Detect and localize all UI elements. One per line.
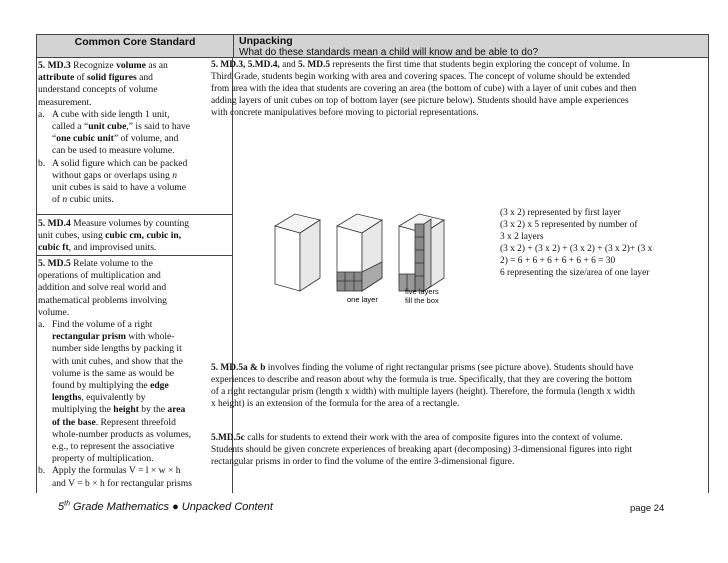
figure-explanation xyxy=(500,208,680,279)
standard-code: 5. MD.5 xyxy=(38,258,71,269)
text: , equivalently by xyxy=(81,392,146,404)
text: 5 xyxy=(58,500,65,513)
fig-label-five-layers xyxy=(405,288,439,305)
text: Students should be given concrete experiences of breaking apart (decomposing) 3-dimensional figures into right xyxy=(211,444,632,455)
five-layers-box xyxy=(399,214,444,291)
row-divider xyxy=(36,255,233,256)
term: height xyxy=(113,404,139,416)
text: number side lengths by packing it xyxy=(52,343,182,355)
text: 3 x 2 layers xyxy=(500,231,544,242)
text: property of multiplication. xyxy=(52,453,154,465)
header-unpacking-cell xyxy=(233,34,709,58)
one-layer-box xyxy=(337,214,382,291)
text: ” of volume, and xyxy=(113,133,179,145)
text: and xyxy=(136,72,153,84)
term: area xyxy=(167,404,186,416)
text: ,” is said to have xyxy=(126,121,191,133)
text: operations of multiplication and xyxy=(38,270,161,282)
text: (3 x 2) represented by first layer xyxy=(500,208,621,218)
term: unit cube xyxy=(88,121,127,133)
text: by the xyxy=(138,404,168,416)
standard-code: 5. MD.4 xyxy=(38,218,71,229)
text: multiplying the xyxy=(52,404,114,416)
list-item xyxy=(38,158,210,207)
term: attribute xyxy=(38,72,75,84)
text: represents the first time that students begin exploring the concept of volume. In xyxy=(330,60,630,70)
list-item xyxy=(38,465,210,489)
text: A solid figure which can be packed xyxy=(52,157,188,169)
header-standard-title: Common Core Standard xyxy=(74,36,196,48)
header-unpacking-title: Unpacking xyxy=(239,35,293,47)
text: with unit cubes, and show that the xyxy=(52,355,183,367)
text: found by multiplying the xyxy=(52,380,151,392)
text: cubic units. xyxy=(67,194,114,206)
standard-md5 xyxy=(38,258,210,490)
unpacking-paragraph-1 xyxy=(211,60,677,120)
text: can be used to measure volume. xyxy=(52,145,175,157)
text: of xyxy=(74,72,88,84)
text: unit cubes is said to have a volume xyxy=(52,182,187,194)
text: addition and solve real world and xyxy=(38,282,167,294)
text: with whole- xyxy=(126,331,175,343)
unpacking-paragraph-3 xyxy=(211,433,677,469)
text: without gaps or overlaps using xyxy=(52,169,173,181)
term: cubic ft xyxy=(38,242,69,254)
term: lengths xyxy=(52,392,82,404)
text: whole-number products as volumes, xyxy=(52,428,192,440)
page-footer xyxy=(58,500,273,513)
term: edge xyxy=(150,380,169,392)
text: fill the box xyxy=(405,295,439,305)
text: adding layers of unit cubes on top of bottom layer (see picture below). Students should have ample experiences xyxy=(211,95,629,106)
fig-label-one-layer: one layer xyxy=(347,295,378,304)
text: th xyxy=(64,500,70,507)
text: 6 representing the size/area of one layer xyxy=(500,267,650,278)
text: of xyxy=(52,194,63,206)
text: (3 x 2) x 5 represented by number of xyxy=(500,219,638,230)
text: e.g., to represent the associative xyxy=(52,441,175,453)
text: volume is the same as would be xyxy=(52,367,175,379)
text: Apply the formulas V = l × w × h xyxy=(52,465,181,477)
term: one cubic unit xyxy=(56,133,114,145)
unpacking-paragraph-2 xyxy=(211,363,677,411)
row-divider xyxy=(36,214,233,215)
header-unpacking-subtitle: What do these standards mean a child will know and be able to do? xyxy=(239,47,539,58)
text: understand concepts of volume xyxy=(38,84,158,96)
text: Third Grade, students begin working with area and covering spaces. The concept of volume should be extended xyxy=(211,71,630,82)
text: “ xyxy=(52,133,57,145)
standard-code: 5. MD.3 xyxy=(38,60,71,71)
text: called a “ xyxy=(52,121,89,133)
text: , and improvised units. xyxy=(68,242,157,254)
text: unit cubes, using xyxy=(38,230,106,242)
list-item xyxy=(38,109,210,158)
list-marker: a. xyxy=(38,108,45,120)
text: calls for students to extend their work with the area of composite figures into the context of volume. xyxy=(244,433,623,443)
text: and V = b × h for rectangular prisms xyxy=(52,477,192,489)
list-item xyxy=(38,319,210,465)
term: of the base xyxy=(52,416,96,428)
text: and xyxy=(279,60,298,70)
text: with concrete manipulatives before moving to pictorial representations. xyxy=(211,107,479,118)
term: rectangular prism xyxy=(52,331,126,343)
term: solid figures xyxy=(87,72,137,84)
standard-md4 xyxy=(38,218,210,255)
text: volume. xyxy=(38,306,70,318)
list-marker: b. xyxy=(38,465,46,477)
text: (3 x 2) + (3 x 2) + (3 x 2) + (3 x 2)+ (3 x xyxy=(500,243,653,254)
term: volume xyxy=(116,60,146,71)
standard-md3 xyxy=(38,60,210,206)
text: . Represent threefold xyxy=(95,416,176,428)
term: cubic cm, cubic in, xyxy=(105,230,182,242)
standard-code: 5.MD.5c xyxy=(211,433,245,443)
variable: n xyxy=(172,169,177,181)
variable: n xyxy=(62,194,68,206)
text: Find the volume of a right xyxy=(52,319,153,331)
list-marker: b. xyxy=(38,157,46,169)
page-number: page 24 xyxy=(630,503,665,514)
header-standard-cell xyxy=(36,34,233,58)
text: 2) = 6 + 6 + 6 + 6 + 6 + 6 = 30 xyxy=(500,255,616,266)
list-marker: a. xyxy=(38,319,45,331)
text: Relate volume to the xyxy=(70,258,153,269)
text: x height) is an extension of the formula for the area of a rectangle. xyxy=(211,398,460,409)
text: five layers xyxy=(405,287,439,296)
text: involves finding the volume of right rectangular prisms (see picture above). Students should have xyxy=(265,363,634,373)
text: experiences to describe and reason about why the formula is true. Specifically, that they are covering the bottom xyxy=(211,374,632,385)
empty-box xyxy=(275,214,320,291)
text: mathematical problems involving xyxy=(38,294,167,306)
text: rectangular prisms in order to find the volume of the entire 3-dimensional figure. xyxy=(211,456,515,467)
text: measurement. xyxy=(38,96,92,108)
text: Measure volumes by counting xyxy=(70,218,190,229)
text: Recognize xyxy=(70,60,117,71)
text: A cube with side length 1 unit, xyxy=(52,108,170,120)
text: Grade Mathematics ● Unpacked Content xyxy=(69,500,273,513)
standard-code: 5. MD.3, 5.MD.4, xyxy=(211,60,280,70)
text: from area with the idea that students are covering an area (the bottom of cube) with a layer of unit cubes and then xyxy=(211,83,637,94)
text: as an xyxy=(145,60,168,71)
standard-code: 5. MD.5a & b xyxy=(211,363,266,373)
text: of a right rectangular prism (length x width) with multiple layers (height). Therefore, the formula (length x width xyxy=(211,386,635,397)
volume-box-figure xyxy=(265,206,485,306)
standard-code: 5. MD.5 xyxy=(297,60,331,70)
